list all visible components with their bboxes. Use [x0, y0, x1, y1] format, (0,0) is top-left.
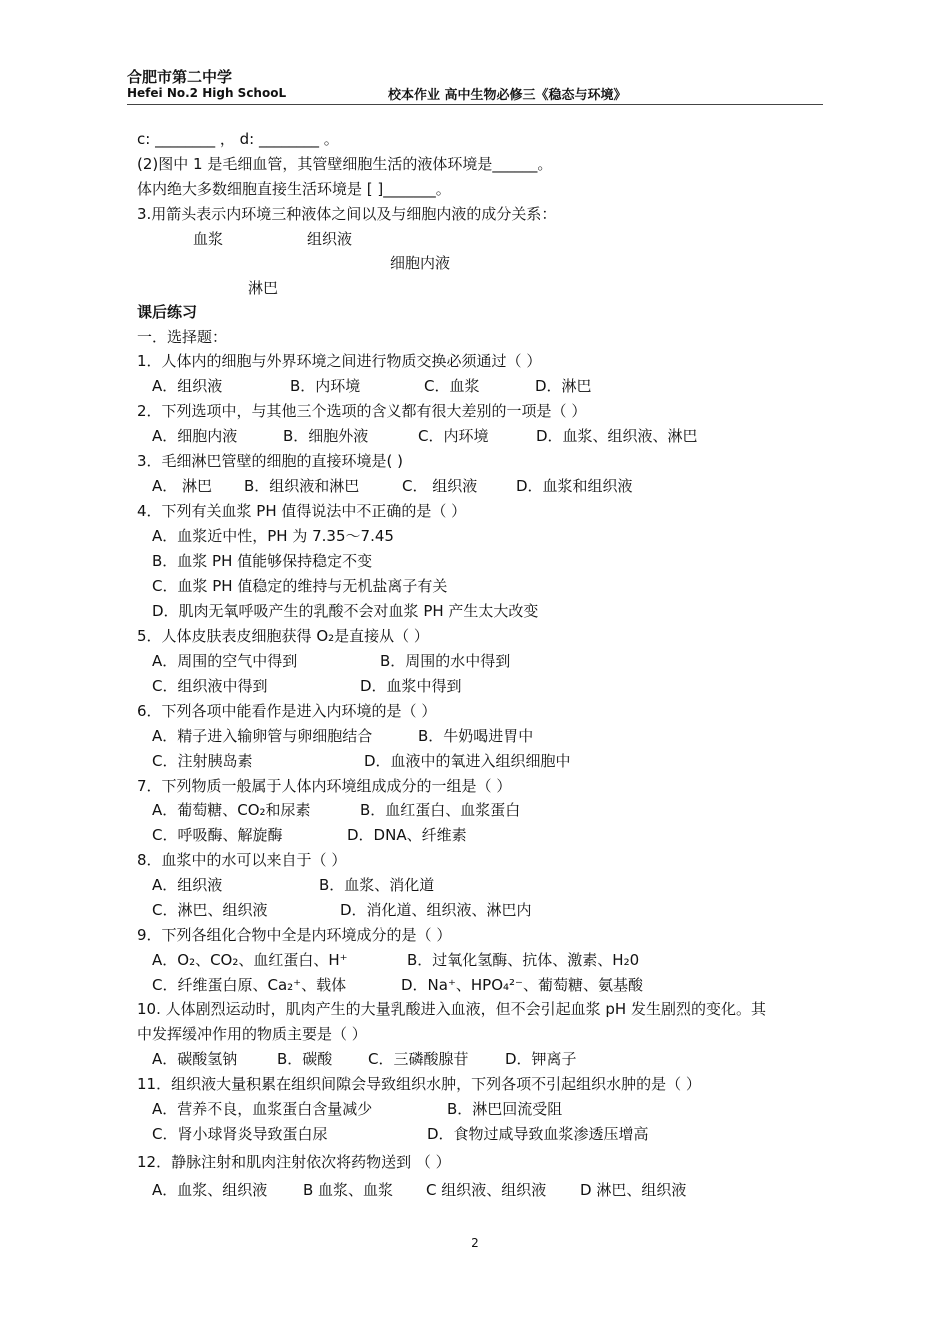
question-option: C 组织液、组织液	[426, 1181, 547, 1199]
question-option: A．组织液	[152, 377, 223, 395]
question-option: D．消化道、组织液、淋巴内	[340, 901, 532, 919]
question-option: C．注射胰岛素	[152, 752, 253, 770]
page-number: 2	[471, 1236, 479, 1250]
question-option: A． 淋巴	[152, 477, 213, 495]
cd-blank-line: c: ________ ， d: ________ 。	[137, 130, 339, 148]
question-option: B．周围的水中得到	[380, 652, 511, 670]
question-option: C．三磷酸腺苷	[368, 1050, 469, 1068]
question-option: B．碳酸	[277, 1050, 333, 1068]
diagram-plasma: 血浆	[193, 230, 224, 248]
question-option: A．血浆、组织液	[152, 1181, 268, 1199]
question-option: B 血浆、血浆	[303, 1181, 394, 1199]
question-option: D．血浆、组织液、淋巴	[536, 427, 698, 445]
question-option: C．呼吸酶、解旋酶	[152, 826, 283, 844]
question-option: D．血浆中得到	[360, 677, 462, 695]
question-option: C． 组织液	[402, 477, 478, 495]
question-stem: 3．毛细淋巴管壁的细胞的直接环境是( )	[137, 452, 404, 470]
question-option: D．食物过咸导致血浆渗透压增高	[427, 1125, 649, 1143]
question-option: C．内环境	[418, 427, 489, 445]
question-option: C．肾小球肾炎导致蛋白尿	[152, 1125, 328, 1143]
question-option: D．DNA、纤维素	[347, 826, 467, 844]
section-title: 课后练习	[137, 303, 198, 321]
school-name-en: Hefei No.2 High SchooL	[127, 86, 287, 100]
question-option: D．血浆和组织液	[516, 477, 633, 495]
question-option: A．O₂、CO₂、血红蛋白、H⁺	[152, 951, 348, 969]
question-option: D．Na⁺、HPO₄²⁻、葡萄糖、氨基酸	[401, 976, 643, 994]
question-option: B．淋巴回流受阻	[447, 1100, 563, 1118]
question-option: B．内环境	[290, 377, 361, 395]
question-option: B．组织液和淋巴	[244, 477, 360, 495]
question-option: D 淋巴、组织液	[580, 1181, 687, 1199]
question-2b: 体内绝大多数细胞直接生活环境是 [ ]_______。	[137, 180, 451, 198]
question-stem: 1．人体内的细胞与外界环境之间进行物质交换必须通过（ ）	[137, 352, 542, 370]
question-3: 3.用箭头表示内环境三种液体之间以及与细胞内液的成分关系：	[137, 205, 557, 223]
question-stem-cont: 中发挥缓冲作用的物质主要是（ ）	[137, 1025, 367, 1043]
question-stem: 8．血浆中的水可以来自于（ ）	[137, 851, 347, 869]
diagram-lymph: 淋巴	[248, 279, 279, 297]
question-option: B．牛奶喝进胃中	[418, 727, 534, 745]
question-stem: 6．下列各项中能看作是进入内环境的是（ ）	[137, 702, 437, 720]
question-option: A．周围的空气中得到	[152, 652, 298, 670]
question-option: B．血浆 PH 值能够保持稳定不变	[152, 552, 373, 570]
question-stem: 5．人体皮肤表皮细胞获得 O₂是直接从（ ）	[137, 627, 429, 645]
question-option: B．血红蛋白、血浆蛋白	[360, 801, 521, 819]
question-stem: 11．组织液大量积累在组织间隙会导致组织水肿，下列各项不引起组织水肿的是（ ）	[137, 1075, 701, 1093]
question-stem: 10. 人体剧烈运动时，肌肉产生的大量乳酸进入血液，但不会引起血浆 pH 发生剧烈的变化。其	[137, 1000, 766, 1018]
question-stem: 7．下列物质一般属于人体内环境组成成分的一组是（ ）	[137, 777, 512, 795]
question-stem: 4．下列有关血浆 PH 值得说法中不正确的是（ ）	[137, 502, 467, 520]
question-option: C．组织液中得到	[152, 677, 268, 695]
question-option: A．葡萄糖、CO₂和尿素	[152, 801, 311, 819]
question-option: C．血浆 PH 值稳定的维持与无机盐离子有关	[152, 577, 448, 595]
question-option: A．细胞内液	[152, 427, 238, 445]
question-option: B．细胞外液	[283, 427, 369, 445]
diagram-cell-fluid: 细胞内液	[390, 254, 451, 272]
question-option: A．精子进入输卵管与卵细胞结合	[152, 727, 373, 745]
question-option: C．淋巴、组织液	[152, 901, 268, 919]
question-option: B．血浆、消化道	[319, 876, 435, 894]
question-option: D．钾离子	[505, 1050, 577, 1068]
question-option: D．淋巴	[535, 377, 592, 395]
question-option: A．组织液	[152, 876, 223, 894]
question-stem: 9．下列各组化合物中全是内环境成分的是（ ）	[137, 926, 452, 944]
header-rule	[127, 104, 823, 105]
diagram-tissue-fluid: 组织液	[307, 230, 353, 248]
course-title: 校本作业 高中生物必修三《稳态与环境》	[388, 88, 627, 103]
school-name-cn: 合肥市第二中学	[127, 68, 233, 86]
question-stem: 12．静脉注射和肌肉注射依次将药物送到 （ ）	[137, 1153, 451, 1171]
question-option: D．血液中的氧进入组织细胞中	[364, 752, 571, 770]
question-option: A．血浆近中性，PH 为 7.35～7.45	[152, 527, 394, 545]
question-option: A．营养不良，血浆蛋白含量减少	[152, 1100, 373, 1118]
question-stem: 2．下列选项中，与其他三个选项的含义都有很大差别的一项是（ ）	[137, 402, 587, 420]
question-option: A．碳酸氢钠	[152, 1050, 238, 1068]
question-option: D．肌肉无氧呼吸产生的乳酸不会对血浆 PH 产生太大改变	[152, 602, 539, 620]
question-option: B．过氧化氢酶、抗体、激素、H₂0	[407, 951, 640, 969]
section-subtitle: 一．选择题：	[137, 328, 228, 346]
question-2a: (2)图中 1 是毛细血管，其管壁细胞生活的液体环境是______。	[137, 155, 553, 173]
question-option: C．血浆	[424, 377, 480, 395]
question-option: C．纤维蛋白原、Ca₂⁺、载体	[152, 976, 347, 994]
